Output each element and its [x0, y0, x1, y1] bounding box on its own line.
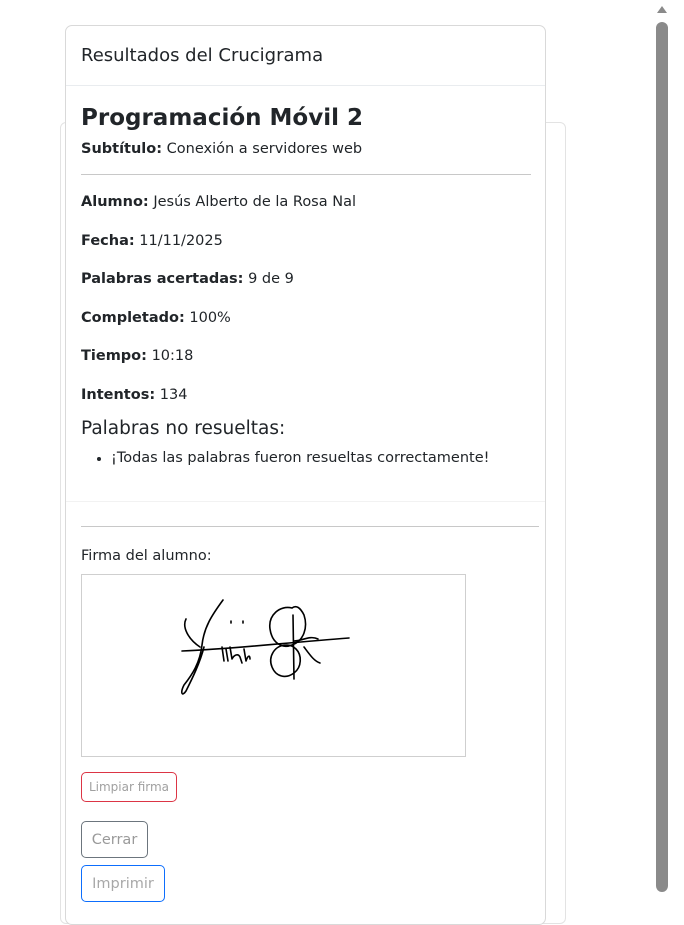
list-item: • ¡Todas las palabras fueron resueltas correctamente!	[111, 448, 530, 468]
scrollbar-thumb[interactable]	[656, 22, 668, 892]
clear-signature-button[interactable]: Limpiar firma	[81, 772, 177, 802]
unsolved-list	[81, 448, 530, 468]
results-modal	[65, 25, 546, 925]
divider	[81, 174, 531, 175]
course-title: Programación Móvil 2	[81, 105, 363, 131]
modal-header	[66, 26, 545, 86]
field-attempts	[81, 385, 530, 405]
field-date	[81, 231, 530, 251]
field-label: Completado:	[81, 309, 185, 326]
footer-separator	[66, 501, 545, 502]
print-button[interactable]: Imprimir	[81, 865, 165, 902]
field-student	[81, 192, 530, 212]
subtitle-label: Subtítulo:	[81, 141, 163, 157]
field-value: 11/11/2025	[139, 232, 223, 249]
vertical-scrollbar[interactable]	[652, 0, 672, 890]
subtitle-value: Conexión a servidores web	[166, 141, 363, 157]
field-label: Intentos:	[81, 386, 156, 403]
field-completed	[81, 308, 530, 328]
subtitle	[81, 139, 530, 159]
field-value: 10:18	[151, 348, 194, 364]
field-value: Jesús Alberto de la Rosa Nal	[153, 194, 356, 210]
scroll-up-arrow-icon[interactable]	[657, 6, 667, 13]
field-label: Tiempo:	[81, 348, 147, 364]
divider	[81, 526, 539, 527]
unsolved-heading: Palabras no resueltas:	[81, 418, 286, 439]
close-button[interactable]: Cerrar	[81, 821, 148, 858]
field-label: Palabras acertadas:	[81, 271, 244, 287]
signature-canvas[interactable]	[81, 574, 466, 757]
field-time	[81, 346, 530, 366]
field-label: Alumno:	[81, 194, 149, 210]
field-value: 9 de 9	[248, 271, 294, 287]
field-correct-words	[81, 269, 530, 289]
signature-label: Firma del alumno:	[81, 548, 212, 564]
signature-drawing	[82, 575, 465, 756]
field-value: 100%	[189, 309, 231, 326]
field-value: 134	[159, 386, 188, 403]
field-label: Fecha:	[81, 232, 135, 249]
modal-title: Resultados del Crucigrama	[81, 45, 324, 66]
modal-body	[66, 86, 545, 468]
